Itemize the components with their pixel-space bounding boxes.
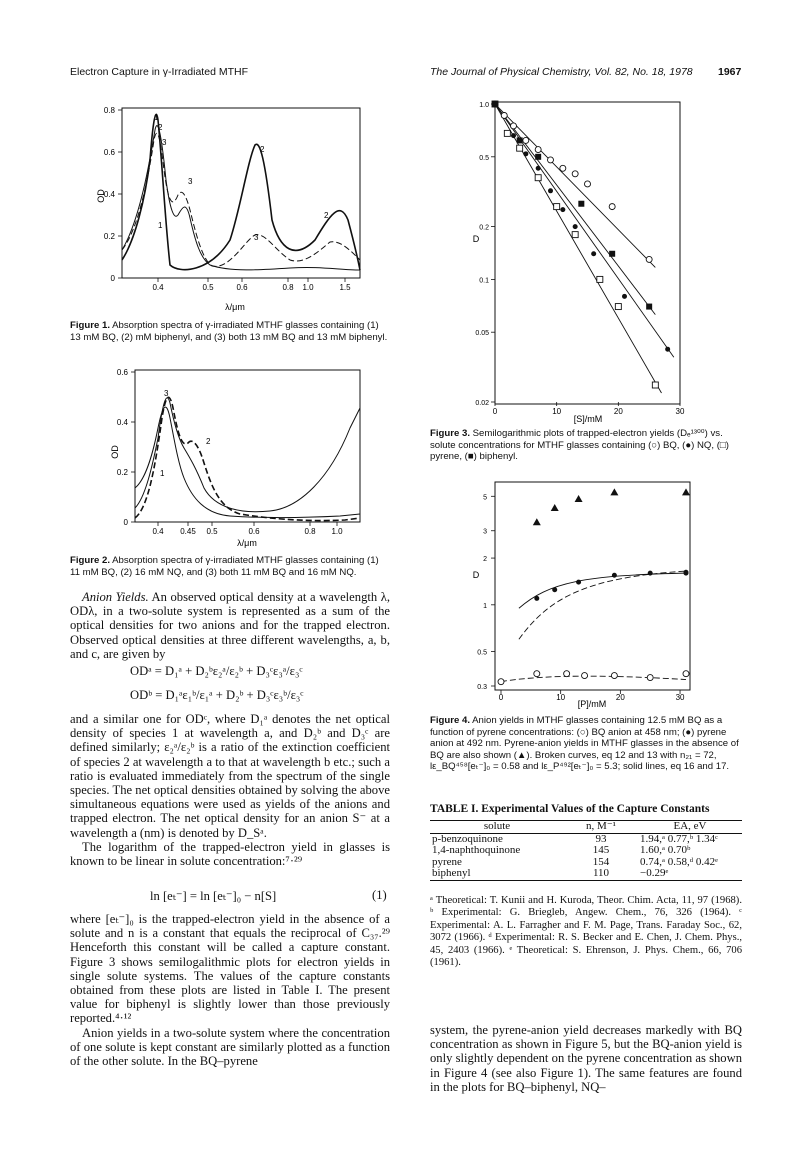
fig4-point-BQ-anion-458-nm — [683, 671, 689, 677]
figure-4-caption-text: Anion yields in MTHF glasses containing 12.5 mM BQ as a function of pyrene concentrations: (○) BQ anion at 458 nm; (●) pyrene anion at 492 nm. Pyrene-anion yields in MTHF glasses in the absence of BQ are also shown (▲). Broken curves, eq 12 and 13 with n₂₁ = 72, lε_BQ⁴⁵⁸[eₜ⁻]₀ = 0.58 and lε_P⁴⁹²[eₜ⁻]₀ = 5.3; solid lines, eq 16 and 17. — [430, 715, 739, 772]
fig1-xtick: 1.0 — [302, 283, 314, 292]
paragraph-text: The logarithm of the trapped-electron yield in glasses is known to be linear in solute concentration:⁷·²⁹ — [70, 839, 390, 869]
fig4-point-BQ-anion-458-nm — [647, 675, 653, 681]
equation-a: ODᵃ = D₁ᵃ + D₂ᵇε₂ᵃ/ε₂ᵇ + D₃ᶜε₃ᵃ/ε₃ᶜ — [130, 664, 303, 678]
fig3-point-pyrene — [572, 232, 578, 238]
figure-2-caption-label: Figure 2. — [70, 555, 110, 566]
paragraph-4 — [70, 912, 390, 1068]
table-title: TABLE I. Experimental Values of the Capture Constants — [430, 803, 710, 815]
fig4-point-pyrene-anion,-no-BQ — [610, 488, 618, 495]
fig4-point-pyrene-anion-492-nm — [612, 573, 617, 578]
fig4-point-pyrene-anion-492-nm — [684, 570, 689, 575]
fig1-curve-label: 3 — [254, 233, 259, 242]
fig3-ytick: 0.02 — [475, 400, 489, 407]
fig1-xtick: 0.6 — [236, 283, 248, 292]
paragraph-text: Anion yields in a two-solute system where the concentration of one solute is kept constant are similarly plotted as a function of the other solute. In the BQ–pyrene — [70, 1025, 390, 1069]
fig3-point-pyrene — [504, 130, 510, 136]
table-cell: 0.74,ᵃ 0.58,ᵈ 0.42ᵉ — [640, 855, 718, 868]
fig4-ytick: 1 — [483, 602, 487, 610]
fig1-ytick: 0.4 — [103, 190, 115, 199]
fig2-ytick: 0.6 — [116, 368, 128, 377]
fig2-curve-label: 2 — [206, 437, 211, 446]
fig3-xtick: 30 — [675, 407, 685, 416]
fig4-point-BQ-anion-458-nm — [582, 673, 588, 679]
table-cell: 145 — [592, 844, 610, 856]
fig4-broken-curve-bq — [501, 676, 686, 682]
table-cell: p-benzoquinone — [432, 832, 503, 845]
fig4-point-pyrene-anion,-no-BQ — [551, 504, 559, 511]
fig4-point-pyrene-anion-492-nm — [648, 571, 653, 576]
table-footnotes: ᵃ Theoretical: T. Kunii and H. Kuroda, Theor. Chim. Acta, 11, 97 (1968). ᵇ Experimental: G. Briegleb, Angew. Chem., 76, 326 (1964). ᶜ Experimental: A. L. Farragher and F. M. Page, Trans. Faraday Soc., 62, 3072 (1966). ᵈ Experimental: R. S. Becker and E. Chen, J. Chem. Phys., 45, 2403 (1966). ᵉ Theoretical: S. Ehrenson, J. Phys. Chem., 66, 706 (1961). — [430, 895, 742, 969]
fig4-ytick: 3 — [483, 528, 487, 536]
fig1-ytick: 0.2 — [103, 232, 115, 241]
fig3-point-pyrene — [615, 304, 621, 310]
fig2-ylabel: OD — [110, 445, 120, 459]
fig1-ytick: 0.8 — [103, 106, 115, 115]
fig1-curve-label: 2 — [324, 211, 329, 220]
fig3-xtick: 20 — [613, 407, 623, 416]
fig4-point-BQ-anion-458-nm — [611, 673, 617, 679]
fig3-point-BQ — [523, 137, 529, 143]
fig3-point-BQ — [535, 147, 541, 153]
fig4-point-pyrene-anion-492-nm — [534, 596, 539, 601]
fig4-point-BQ-anion-458-nm — [564, 671, 570, 677]
figure-1-caption-text: Absorption spectra of γ-irradiated MTHF glasses containing (1) 13 mM BQ, (2) mM biphenyl, and (3) both 13 mM BQ and 13 mM biphenyl. — [70, 320, 388, 343]
fig4-xtick: 30 — [675, 693, 685, 702]
fig2-ytick: 0.2 — [116, 468, 128, 477]
fig1-curve-label: 3 — [162, 138, 167, 147]
section-heading: Anion Yields. — [82, 590, 149, 604]
fig3-point-pyrene — [554, 204, 560, 210]
figure-1-plot — [96, 100, 370, 315]
table-cell: −0.29ᵉ — [640, 867, 669, 879]
table-cell: biphenyl — [432, 867, 471, 879]
fig2-xtick: 0.6 — [248, 527, 260, 536]
fig4-xtick: 10 — [556, 693, 566, 702]
fig1-xtick: 0.8 — [282, 283, 294, 292]
fig1-xtick: 0.5 — [202, 283, 214, 292]
fig2-curve-label: 3 — [164, 389, 169, 398]
anion-yields-paragraph — [70, 590, 390, 661]
fig1-xtick: 1.5 — [339, 283, 351, 292]
fig4-point-BQ-anion-458-nm — [498, 679, 504, 685]
fig1-curve-label: 1 — [154, 113, 159, 122]
fig3-point-pyrene — [535, 175, 541, 181]
fig3-point-NQ — [573, 224, 578, 229]
paragraph-text: and a similar one for ODᶜ, where D₁ᵃ denotes the net optical density of species 1 at wavelength a, and D₂ᵇ and D₃ᶜ are defined similarly; ε₂ᵃ/ε₂ᵇ is a ratio of the extinction coefficient of species 2 at wavelength a to that at wavelength b etc.; such a ratio is evaluated immediately from the spectrum of the single species. The net optical densities obtained by solving the above simultaneous equations were used as yields of the anions and trapped electron. The net optical density for an anion S⁻ at a wavelength a (nm) is denoted by D_Sᵃ. — [70, 712, 390, 840]
table-cell: 1,4-naphthoquinone — [432, 844, 521, 856]
capture-constants-table — [430, 820, 742, 881]
fig3-point-NQ — [548, 188, 553, 193]
fig1-ytick: 0 — [110, 274, 115, 283]
table-cell: pyrene — [432, 855, 462, 868]
page-number: 1967 — [718, 66, 742, 78]
fig3-point-NQ — [511, 133, 516, 138]
figure-4-plot — [470, 478, 700, 710]
equation-1: ln [eₜ⁻] = ln [eₜ⁻]₀ − n[S] — [150, 889, 277, 903]
table-cell: 93 — [595, 832, 607, 845]
fig2-xtick: 1.0 — [331, 527, 343, 536]
fig3-point-biphenyl — [492, 101, 498, 107]
fig3-point-pyrene — [597, 276, 603, 282]
fig4-point-pyrene-anion,-no-BQ — [682, 488, 690, 495]
fig2-xtick: 0.8 — [304, 527, 316, 536]
paragraph-text: where [eₜ⁻]₀ is the trapped-electron yield in the absence of a solute and n is a constant that equals the reciprocal of C₃₇.²⁹ Henceforth this constant will be called a capture constant. Figure 3 shows semilogalithmic plots for electron yields in single solute systems. The values of the capture constants obtained from these plots are listed in Table I. The present value for biphenyl is slightly lower than those previously reported.⁴·¹² — [70, 912, 390, 1026]
figure-1-caption — [70, 320, 390, 343]
fig4-ytick: 0.3 — [477, 684, 487, 691]
fig1-curve-label: 1 — [158, 221, 163, 230]
figure-4-caption-label: Figure 4. — [430, 715, 470, 726]
fig2-curve-label: 1 — [160, 469, 165, 478]
figure-2-frame — [135, 370, 360, 522]
fig3-ytick: 0.05 — [475, 330, 489, 338]
fig3-point-biphenyl — [535, 154, 541, 160]
table-header: n, M⁻¹ — [586, 820, 616, 832]
fig2-xlabel: λ/μm — [237, 538, 257, 548]
fig1-ylabel: OD — [96, 189, 106, 203]
fig3-xlabel: [S]/mM — [573, 414, 603, 424]
figure-2-caption — [70, 555, 390, 578]
fig3-point-BQ — [646, 256, 652, 262]
table-row — [430, 868, 742, 880]
fig3-point-BQ — [511, 123, 517, 129]
fig3-point-NQ — [622, 294, 627, 299]
figure-3-plot — [470, 92, 700, 432]
figure-2-caption-text: Absorption spectra of γ-irradiated MTHF glasses containing (1) 11 mM BQ, (2) 16 mM NQ, and (3) both 11 mM BQ and 16 mM NQ. — [70, 555, 379, 578]
fig4-point-BQ-anion-458-nm — [534, 671, 540, 677]
equation-number: (1) — [372, 888, 387, 902]
fig4-xtick: 20 — [615, 693, 625, 702]
fig4-xlabel: [P]/mM — [577, 699, 607, 709]
fig3-xtick: 0 — [492, 407, 498, 416]
figure-1-caption-label: Figure 1. — [70, 320, 110, 331]
fig4-xtick: 0 — [498, 693, 504, 702]
figure-2-plot — [100, 368, 370, 548]
table-cell: 1.94,ᵃ 0.77,ᵇ 1.34ᶜ — [640, 832, 718, 845]
table-cell: 1.60,ᵃ 0.70ᵇ — [640, 844, 691, 856]
fig3-ytick: 0.5 — [479, 154, 489, 162]
figure-1-frame — [122, 108, 360, 278]
fig4-point-pyrene-anion-492-nm — [552, 587, 557, 592]
fig3-ytick: 0.2 — [479, 224, 489, 232]
fig3-ylabel: D — [472, 234, 480, 244]
fig1-xtick: 0.4 — [152, 283, 164, 292]
fig1-xlabel: λ/μm — [225, 302, 245, 312]
running-head-left: Electron Capture in γ-Irradiated MTHF — [70, 66, 248, 78]
fig3-point-pyrene — [652, 382, 658, 388]
fig3-point-pyrene — [517, 145, 523, 151]
fig4-ytick: 5 — [483, 494, 487, 502]
fig1-ytick: 0.6 — [103, 148, 115, 157]
figure-3-caption-text: Semilogarithmic plots of trapped-electron yields (Dₑ¹³⁰⁰) vs. solute concentrations for MTHF glasses containing (○) BQ, (●) NQ, (□) pyrene, (■) biphenyl. — [430, 428, 729, 462]
fig3-point-BQ — [548, 157, 554, 163]
fig4-point-pyrene-anion,-no-BQ — [575, 495, 583, 502]
fig2-xtick: 0.5 — [206, 527, 218, 536]
fig4-broken-curve — [519, 571, 686, 639]
fig4-ytick: 2 — [483, 556, 487, 564]
fig3-point-BQ — [572, 171, 578, 177]
fig3-ytick: 1.0 — [479, 102, 489, 109]
fig3-point-NQ — [665, 347, 670, 352]
fig4-ylabel: D — [472, 570, 480, 580]
table-header-row — [430, 821, 742, 834]
figure-4-caption — [430, 715, 742, 773]
fig2-curve-3 — [135, 397, 360, 520]
table-cell: 110 — [592, 867, 610, 879]
fig3-point-biphenyl — [646, 304, 652, 310]
fig4-point-pyrene-anion-492-nm — [576, 580, 581, 585]
fig2-curve-2 — [135, 398, 360, 512]
fig3-point-BQ — [501, 112, 507, 118]
fig3-point-BQ — [560, 165, 566, 171]
fig3-point-BQ — [609, 204, 615, 210]
fig1-curve-label: 2 — [260, 145, 265, 154]
fig3-point-NQ — [523, 151, 528, 156]
table-row — [430, 845, 742, 857]
fig2-ytick: 0.4 — [116, 418, 128, 427]
fig2-xtick: 0.4 — [152, 527, 164, 536]
fig3-xtick: 10 — [552, 407, 562, 416]
fig3-point-biphenyl — [578, 201, 584, 207]
fig4-ytick: 0.5 — [477, 649, 487, 657]
table-row — [430, 857, 742, 869]
table-header: solute — [483, 820, 511, 832]
table-cell: 154 — [592, 855, 610, 868]
fig1-curve-label: 3 — [188, 177, 193, 186]
fig2-curve-1 — [135, 407, 360, 517]
figure-3-caption-label: Figure 3. — [430, 428, 470, 439]
fig3-point-BQ — [585, 181, 591, 187]
fig2-xtick: 0.45 — [180, 527, 196, 536]
fig4-solid-curve — [519, 573, 686, 608]
fig1-curve-label: 2 — [158, 123, 163, 132]
right-column-paragraph: system, the pyrene-anion yield decreases markedly with BQ concentration as shown in Figure 5, but the BQ-anion yield is only slightly dependent on the pyrene concentration as shown in Figure 4 (see also Figure 1). The same features are found in the plots for BQ–biphenyl, NQ– — [430, 1023, 742, 1094]
fig3-point-biphenyl — [609, 251, 615, 257]
paragraph-text: An observed optical density at a wavelength λ, ODλ, in a two-solute system is represented as a sum of the optical densities for two anions and for the trapped electron. Observed optical densities at three different wavelengths, a, b, and c, are given by — [70, 590, 390, 661]
fig3-point-NQ — [560, 207, 565, 212]
fig2-ytick: 0 — [123, 518, 128, 527]
fig3-point-NQ — [536, 166, 541, 171]
paragraph-2 — [70, 712, 390, 868]
fig3-fit-line-biphenyl — [495, 104, 655, 315]
fig3-point-NQ — [591, 251, 596, 256]
table-header: EA, eV — [673, 820, 707, 832]
equation-b: ODᵇ = D₁ᵃε₁ᵇ/ε₁ᵃ + D₂ᵇ + D₃ᶜε₃ᵇ/ε₃ᶜ — [130, 688, 304, 702]
fig3-ytick: 0.1 — [479, 277, 489, 285]
fig4-point-pyrene-anion,-no-BQ — [533, 518, 541, 525]
figure-3-caption — [430, 428, 742, 463]
fig3-point-biphenyl — [517, 137, 523, 143]
running-head-right: The Journal of Physical Chemistry, Vol. 82, No. 18, 1978 — [430, 66, 693, 78]
